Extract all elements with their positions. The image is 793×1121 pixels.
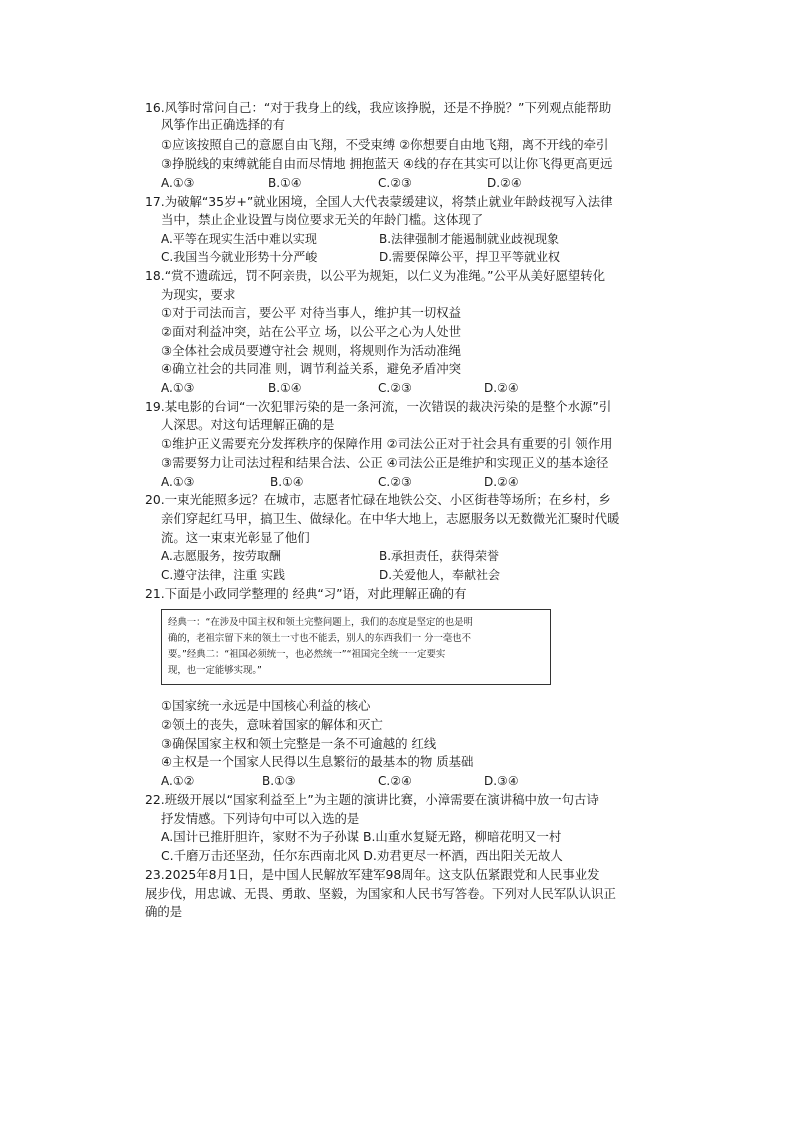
q19-option-c[interactable]: C.②③ [378, 475, 412, 489]
q19-stem-line1: 19.某电影的台词“一次犯罪污染的是一条河流，一次错误的裁决污染的是整个水源”引 [145, 399, 612, 414]
q17-option-d[interactable]: D.需要保障公平，捍卫平等就业权 [379, 250, 561, 264]
q16-option-c[interactable]: C.②③ [378, 176, 412, 190]
q20-stem-line3: 流。这一束束光彰显了他们 [161, 530, 310, 545]
q16-option-a[interactable]: A.①③ [161, 176, 195, 190]
q21-statement-2: ②领土的丧失，意味着国家的解体和灭亡 [161, 717, 383, 732]
q17-option-b[interactable]: B.法律强制才能遏制就业歧视现象 [379, 232, 560, 246]
q21-option-c[interactable]: C.②④ [378, 774, 412, 788]
q22-options-c-d[interactable]: C.千磨万击还坚劲，任尔东西南北风 D.劝君更尽一杯酒，西出阳关无故人 [161, 848, 563, 863]
q17-option-c[interactable]: C.我国当今就业形势十分严峻 [161, 250, 318, 264]
q22-stem-line1: 22.班级开展以“国家利益至上”为主题的演讲比赛，小漳需要在演讲稿中放一句古诗 [145, 792, 599, 807]
q16-statement-1-2: ①应该按照自己的意愿自由飞翔，不受束缚 ②你想要自由地飞翔，离不开线的牵引 [161, 137, 609, 152]
q18-option-b[interactable]: B.①④ [268, 381, 302, 395]
q19-statement-3-4: ③需要努力让司法过程和结果合法、公正 ④司法公正是维护和实现正义的基本途径 [161, 455, 609, 470]
q23-stem-line3: 确的是 [145, 904, 183, 919]
q18-option-d[interactable]: D.②④ [484, 381, 519, 395]
q18-statement-2: ②面对利益冲突，站在公平立 场，以公平之心为人处世 [161, 324, 462, 339]
q21-option-d[interactable]: D.③④ [484, 774, 519, 788]
q19-option-a[interactable]: A.①③ [161, 475, 195, 489]
q19-option-d[interactable]: D.②④ [484, 475, 519, 489]
q16-option-b[interactable]: B.①④ [268, 176, 302, 190]
q20-option-b[interactable]: B.承担责任，获得荣誉 [379, 549, 500, 563]
q17-stem-line1: 17.为破解“35岁+”就业困境，全国人大代表蒙缓建议，将禁止就业年龄歧视写入法律 [145, 194, 613, 209]
quote-box-line2: 确的，老祖宗留下来的领土一寸也不能丢，别人的东西我们一 分一毫也不 [168, 633, 471, 644]
q16-stem-line1: 16.风筝时常问自己：“对于我身上的线，我应该挣脱，还是不挣脱？”下列观点能帮助 [145, 100, 612, 115]
q16-option-d[interactable]: D.②④ [487, 176, 522, 190]
q21-stem-line1: 21.下面是小政同学整理的 经典“习”语，对此理解正确的有 [145, 586, 467, 601]
q18-statement-4: ④确立社会的共同准 则，调节利益关系，避免矛盾冲突 [161, 361, 462, 376]
q18-option-a[interactable]: A.①③ [161, 381, 195, 395]
q21-statement-4: ④主权是一个国家人民得以生息繁衍的最基本的物 质基础 [161, 754, 474, 769]
q23-stem-line1: 23.2025年8月1日，是中国人民解放军建军98周年。这支队伍紧跟党和人民事业发 [145, 867, 600, 882]
q19-stem-line2: 人深思。对这句话理解正确的是 [161, 417, 335, 432]
q20-stem-line2: 亲们穿起红马甲，搞卫生、做绿化。在中华大地上，志愿服务以无数微光汇聚时代暖 [161, 511, 620, 526]
q16-statement-3-4: ③挣脱线的束缚就能自由而尽情地 拥抱蓝天 ④线的存在其实可以让你飞得更高更远 [161, 156, 613, 171]
q18-statement-1: ①对于司法而言，要公平 对待当事人，维护其一切权益 [161, 305, 462, 320]
q19-option-b[interactable]: B.①④ [270, 475, 304, 489]
q22-options-a-b[interactable]: A.国计已推肝胆许，家财不为子孙谋 B.山重水复疑无路，柳暗花明又一村 [161, 829, 562, 844]
q22-stem-line2: 抒发情感。下列诗句中可以入选的是 [161, 811, 360, 826]
q20-option-a[interactable]: A.志愿服务，按劳取酬 [161, 549, 281, 563]
q16-stem-line2: 风筝作出正确选择的有 [161, 117, 285, 132]
q18-option-c[interactable]: C.②③ [378, 381, 412, 395]
classic-quotes-box [161, 609, 551, 685]
q21-statement-3: ③确保国家主权和领土完整是一条不可逾越的 红线 [161, 736, 437, 751]
q20-option-c[interactable]: C.遵守法律，注重 实践 [161, 568, 286, 582]
q21-statement-1: ①国家统一永远是中国核心利益的核心 [161, 698, 371, 713]
q18-stem-line1: 18.“赏不遗疏远，罚不阿亲贵，以公平为规矩，以仁义为准绳。”公平从美好愿望转化 [145, 268, 606, 283]
q17-stem-line2: 当中，禁止企业设置与岗位要求无关的年龄门槛。这体现了 [161, 212, 484, 227]
q19-statement-1-2: ①维护正义需要充分发挥秩序的保障作用 ②司法公正对于社会具有重要的引 领作用 [161, 436, 613, 451]
q20-option-d[interactable]: D.关爱他人，奉献社会 [379, 568, 501, 582]
q17-option-a[interactable]: A.平等在现实生活中难以实现 [161, 232, 317, 246]
q18-statement-3: ③全体社会成员要遵守社会 规则，将规则作为活动准绳 [161, 343, 462, 358]
q20-stem-line1: 20.一束光能照多远？在城市，志愿者忙碌在地铁公交、小区街巷等场所；在乡村，乡 [145, 492, 611, 507]
q21-option-b[interactable]: B.①③ [262, 774, 296, 788]
quote-box-line3: 要。”经典二：“祖国必须统一，也必然统一”“祖国完全统一一定要实 [168, 649, 446, 660]
quote-box-line1: 经典一：“在涉及中国主权和领土完整问题上，我们的态度是坚定的也是明 [168, 617, 473, 628]
q23-stem-line2: 展步伐，用忠诚、无畏、勇敢、坚毅，为国家和人民书写答卷。下列对人民军队认识正 [145, 886, 616, 901]
q21-option-a[interactable]: A.①② [161, 774, 195, 788]
quote-box-line4: 现，也一定能够实现。” [168, 665, 262, 676]
q18-stem-line2: 为现实，要求 [161, 287, 236, 302]
